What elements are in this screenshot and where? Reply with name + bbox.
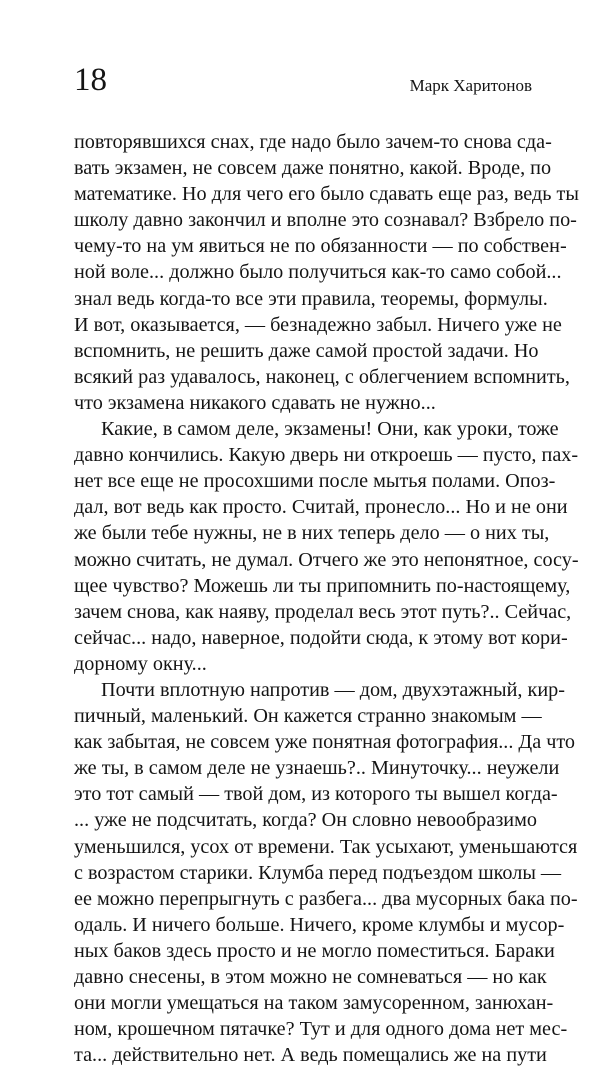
page-header (74, 62, 532, 102)
text-line: всякий раз удавалось, наконец, с облегчением вспомнить, (74, 365, 570, 388)
running-head-author: Марк Харитонов (409, 76, 532, 95)
text-line: одаль. И ничего больше. Ничего, кроме клумбы и мусор- (74, 913, 565, 936)
text-line: ной воле... должно было получиться как-то само собой... (74, 261, 562, 284)
text-line: Почти вплотную напротив — дом, двухэтажный, кир- (101, 678, 565, 701)
text-line: ных баков здесь просто и не могло поместиться. Бараки (74, 939, 555, 962)
text-line: школу давно закончил и вполне это сознавал? Взбрело по- (74, 209, 577, 232)
paragraph (74, 129, 579, 416)
text-line: давно снесены, в этом можно не сомневаться — но как (74, 966, 547, 988)
text-line: ном, крошечном пятачке? Тут и для одного дома нет мес- (74, 1018, 568, 1041)
text-line: вспомнить, не решить даже самой простой задачи. Но (74, 339, 539, 362)
text-line: давно кончились. Какую дверь ни откроешь — пусто, пах- (74, 444, 579, 467)
paragraph (74, 677, 578, 1068)
text-line: это тот самый — твой дом, из которого ты вышел когда- (74, 783, 558, 806)
text-line: ее можно перепрыгнуть с разбега... два мусорных бака по- (74, 887, 578, 910)
text-line: нет все еще не просохшими после мытья полами. Опоз- (74, 470, 556, 493)
text-line: вать экзамен, не совсем даже понятно, какой. Вроде, по (74, 157, 552, 180)
text-line: уменьшился, усох от времени. Так усыхают, уменьшаются (74, 835, 578, 858)
text-line: ... уже не подсчитать, когда? Он словно невообразимо (74, 809, 537, 832)
text-line: Какие, в самом деле, экзамены! Они, как уроки, тоже (101, 418, 559, 441)
text-line: же были тебе нужны, не в них теперь дело — о них ты, (74, 522, 550, 545)
text-line: сейчас... надо, наверное, подойти сюда, к этому вот кори- (74, 626, 568, 649)
body-text (74, 129, 579, 1068)
text-line: что экзамена никакого сдавать не нужно... (74, 391, 436, 414)
text-line: И вот, оказывается, — безнадежно забыл. Ничего уже не (74, 313, 562, 336)
text-line: знал ведь когда-то все эти правила, теоремы, формулы. (74, 287, 548, 310)
text-line: же ты, в самом деле не узнаешь?.. Минуточку... неужели (74, 757, 560, 780)
text-line: можно считать, не думал. Отчего же это непонятное, сосу- (74, 548, 579, 571)
text-line: дорному окну... (74, 652, 207, 675)
text-line: та... действительно нет. А ведь помещались же на пути (74, 1044, 547, 1067)
page-number: 18 (74, 62, 107, 98)
paragraph (74, 416, 579, 677)
text-line: повторявшихся снах, где надо было зачем-то снова сда- (74, 131, 552, 153)
text-line: дал, вот ведь как просто. Считай, пронесло... Но и не они (74, 496, 568, 519)
text-line: щее чувство? Можешь ли ты припомнить по-настоящему, (74, 574, 571, 597)
text-line: математике. Но для чего его было сдавать еще раз, ведь ты (74, 183, 579, 206)
text-line: пичный, маленький. Он кажется странно знакомым — (74, 705, 542, 728)
text-line: зачем снова, как наяву, проделал весь этот путь?.. Сейчас, (74, 600, 572, 623)
text-line: они могли умещаться на таком замусоренном, занюхан- (74, 992, 554, 1015)
text-line: с возрастом старики. Клумба перед подъездом школы — (74, 861, 562, 884)
text-line: как забытая, не совсем уже понятная фотография... Да что (74, 731, 576, 754)
text-line: чему-то на ум явиться не по обязанности — по собствен- (74, 235, 567, 258)
